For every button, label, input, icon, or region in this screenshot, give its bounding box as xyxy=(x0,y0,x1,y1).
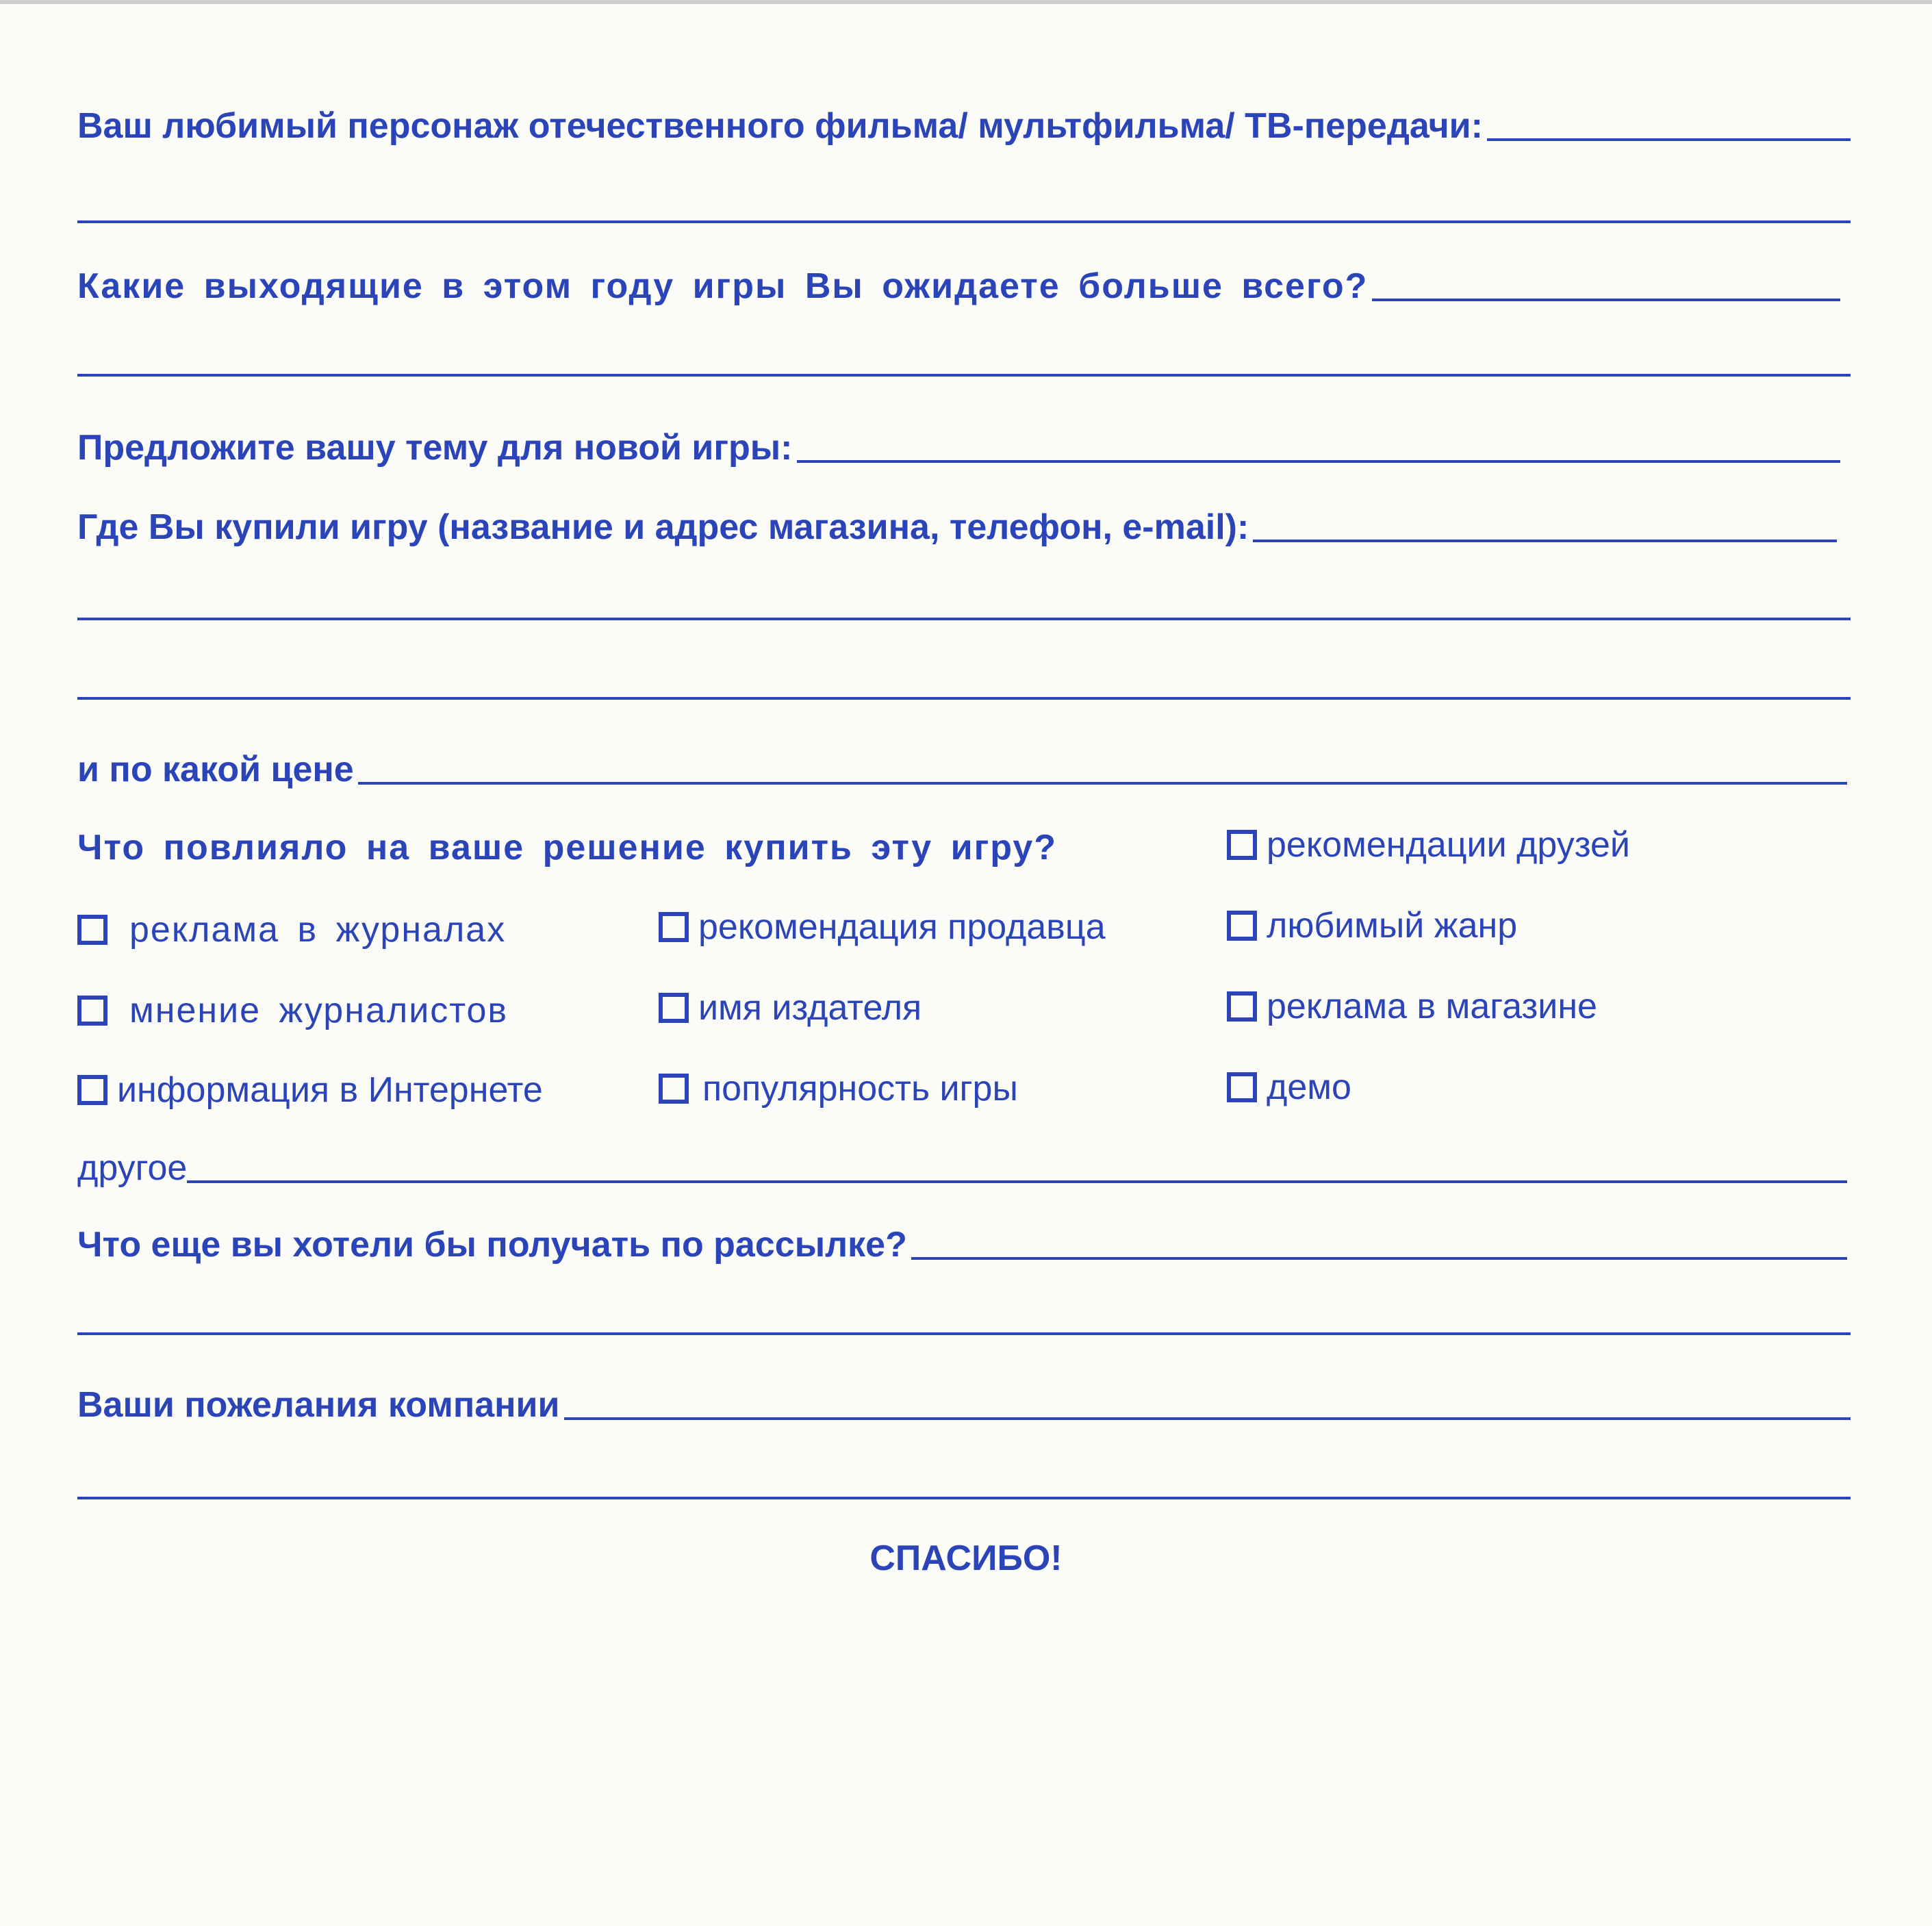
favorite-character-field-2[interactable] xyxy=(77,220,1851,223)
option-popularity-label: популярность игры xyxy=(702,1069,1018,1108)
option-journalists[interactable] xyxy=(77,993,508,1028)
where-bought-field[interactable] xyxy=(1253,540,1837,542)
price-row xyxy=(77,752,1847,787)
where-bought-row xyxy=(77,509,1837,545)
option-seller[interactable] xyxy=(659,909,1106,945)
other-field[interactable] xyxy=(187,1180,1847,1183)
option-publisher[interactable] xyxy=(659,990,921,1026)
new-theme-row xyxy=(77,430,1840,466)
option-genre[interactable] xyxy=(1227,906,1518,946)
option-publisher-label: имя издателя xyxy=(698,988,922,1028)
option-friends-label: рекомендации друзей xyxy=(1267,825,1630,865)
other-label: другое xyxy=(77,1148,188,1188)
awaited-games-label: Какие выходящие в этом году игры Вы ожидаете больше всего? xyxy=(77,266,1369,306)
option-store-ads[interactable] xyxy=(1227,989,1597,1024)
price-field[interactable] xyxy=(358,782,1847,785)
checkbox-journalists[interactable] xyxy=(77,996,107,1026)
mailing-field-2[interactable] xyxy=(77,1332,1851,1335)
mailing-label: Что еще вы хотели бы получать по рассылке? xyxy=(77,1225,907,1265)
where-bought-field-3[interactable] xyxy=(77,697,1851,700)
checkbox-internet[interactable] xyxy=(77,1075,107,1105)
price-label: и по какой цене xyxy=(77,750,354,789)
favorite-character-row xyxy=(77,108,1851,144)
checkbox-publisher[interactable] xyxy=(659,993,689,1023)
new-theme-label: Предложите вашу тему для новой игры: xyxy=(77,428,793,468)
option-internet-label: информация в Интернете xyxy=(117,1070,543,1110)
mailing-row xyxy=(77,1227,1847,1263)
wishes-field[interactable] xyxy=(564,1417,1851,1420)
checkbox-seller[interactable] xyxy=(659,912,689,942)
checkbox-demo[interactable] xyxy=(1227,1072,1257,1102)
new-theme-field[interactable] xyxy=(797,460,1841,463)
option-journalists-label: мнение журналистов xyxy=(129,991,509,1030)
option-magazine-ads-label: реклама в журналах xyxy=(129,910,507,950)
wishes-field-2[interactable] xyxy=(77,1497,1851,1499)
option-internet[interactable] xyxy=(77,1072,543,1108)
wishes-row xyxy=(77,1387,1851,1423)
where-bought-field-2[interactable] xyxy=(77,618,1851,620)
option-store-ads-label: реклама в магазине xyxy=(1267,987,1597,1026)
wishes-label: Ваши пожелания компании xyxy=(77,1385,560,1425)
other-row xyxy=(77,1150,1847,1186)
scan-edge xyxy=(0,0,1932,4)
awaited-games-field-2[interactable] xyxy=(77,374,1851,377)
checkbox-magazine-ads[interactable] xyxy=(77,915,107,945)
favorite-character-label: Ваш любимый персонаж отечественного фильма/ мультфильма/ ТВ-передачи: xyxy=(77,106,1483,146)
influence-row xyxy=(77,830,1057,865)
option-demo[interactable] xyxy=(1227,1069,1351,1105)
mailing-field[interactable] xyxy=(911,1257,1847,1260)
checkbox-genre[interactable] xyxy=(1227,911,1257,941)
option-seller-label: рекомендация продавца xyxy=(698,907,1106,947)
option-genre-label: любимый жанр xyxy=(1267,906,1518,946)
checkbox-store-ads[interactable] xyxy=(1227,991,1257,1022)
checkbox-friends[interactable] xyxy=(1227,830,1257,860)
thanks-text: СПАСИБО! xyxy=(869,1538,1063,1578)
checkbox-popularity[interactable] xyxy=(659,1074,689,1104)
favorite-character-field[interactable] xyxy=(1487,138,1851,141)
option-friends[interactable] xyxy=(1227,827,1630,863)
awaited-games-row xyxy=(77,268,1840,304)
influence-label: Что повлияло на ваше решение купить эту игру? xyxy=(77,828,1058,867)
option-magazine-ads[interactable] xyxy=(77,912,506,948)
option-demo-label: демо xyxy=(1267,1067,1351,1107)
where-bought-label: Где Вы купили игру (название и адрес магазина, телефон, e-mail): xyxy=(77,507,1249,547)
option-popularity[interactable] xyxy=(659,1071,1018,1106)
awaited-games-field[interactable] xyxy=(1372,299,1840,301)
